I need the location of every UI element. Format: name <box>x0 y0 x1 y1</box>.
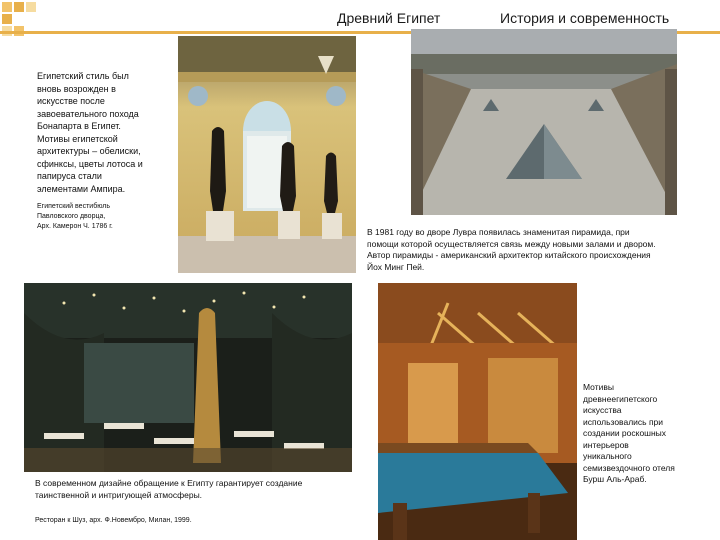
vestibule-photo <box>178 36 356 273</box>
decor-square-2 <box>14 2 24 12</box>
louvre-description: В 1981 году во дворе Лувра появилась знаменитая пирамида, при помощи которой осуществляется связь между новыми залами и двором. Автор пирамиды - американский архитектор китайского происхождения Йох Минг Пей. <box>367 227 656 272</box>
hotel-interior-photo <box>378 283 577 540</box>
restaurant-caption: Ресторан к Шуз, арх. Ф.Новембро, Милан, 1999. <box>35 517 192 524</box>
hotel-description: Мотивы древнеегипетского искусства использовались при создании роскошных интерьеров уникального семизвездочного отеля Бурш Аль-Араб. <box>583 382 675 484</box>
decor-square-5 <box>14 14 24 24</box>
decor-square-3 <box>26 2 36 12</box>
louvre-photo <box>411 29 677 215</box>
vestibule-caption: Египетский вестибюль Павловского дворца, Арх. Камерон Ч. 1786 г. <box>37 203 113 230</box>
decor-square-1 <box>2 2 12 12</box>
page-title-right: История и современность <box>500 10 670 26</box>
restaurant-photo <box>24 283 352 472</box>
page-title-left: Древний Египет <box>337 10 441 26</box>
restaurant-description: В современном дизайне обращение к Египту гарантирует создание таинственной и интригующей атмосферы. <box>35 478 303 500</box>
vestibule-description: Египетский стиль был вновь возрожден в искусстве после завоевательного похода Бонапарта в Египет. Мотивы египетской архитектуры – обелиски, сфинксы, цветы лотоса и папируса стали элементами Ампира. <box>37 71 143 194</box>
decor-square-4 <box>2 14 12 24</box>
